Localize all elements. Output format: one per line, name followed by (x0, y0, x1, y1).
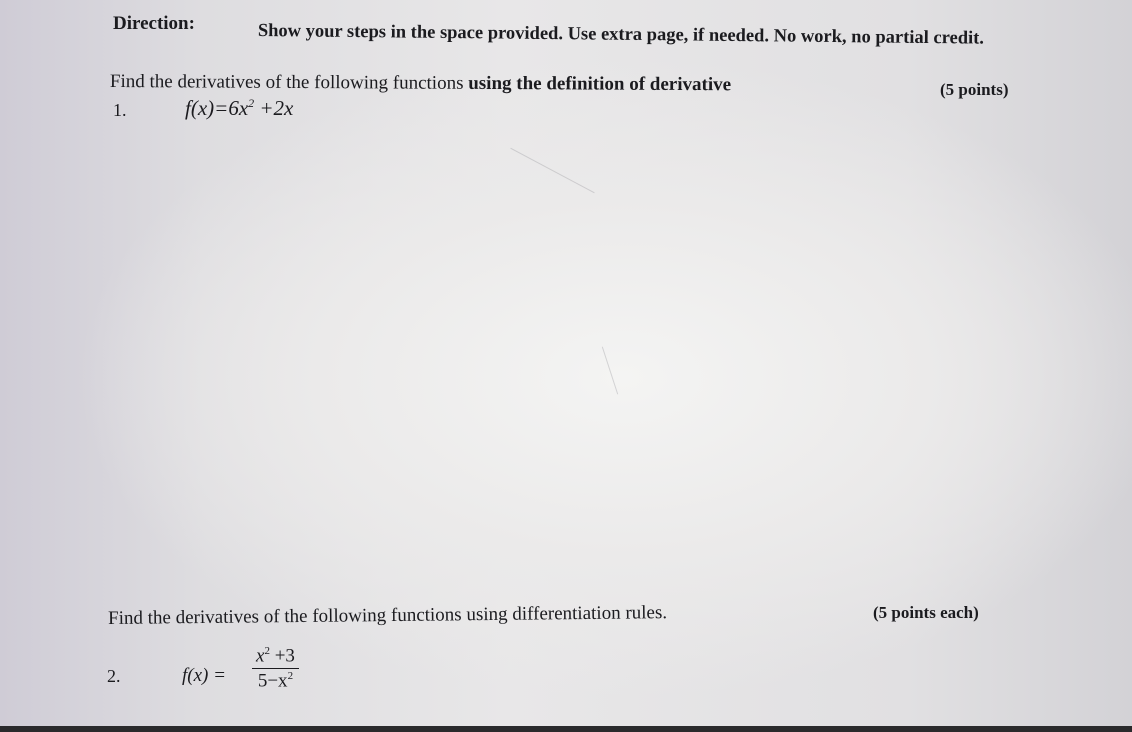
section1-instruction-plain: Find the derivatives of the following functions (109, 71, 469, 94)
photo-bottom-edge (0, 726, 1132, 732)
direction-text: Show your steps in the space provided. Use extra page, if needed. No work, no partial credit. (257, 20, 985, 49)
section1-instruction-bold: using the definition of derivative (468, 72, 732, 96)
question1-function (185, 96, 293, 121)
section2-instruction: Find the derivatives of the following functions using differentiation rules. (108, 602, 668, 629)
question1-term1-exponent: 2 (248, 96, 255, 110)
question2-number: 2. (107, 666, 121, 686)
direction-label: Direction: (113, 13, 195, 34)
question1-term2: +2x (254, 96, 294, 120)
question2-numerator-rest: +3 (269, 645, 295, 667)
section2-points: (5 points each) (873, 603, 979, 622)
pen-mark (602, 347, 618, 395)
question2-denominator-exponent: 2 (287, 670, 294, 683)
question2-denominator-base: 5−x (257, 670, 288, 692)
question2-numerator (252, 645, 299, 669)
question1-number: 1. (113, 100, 127, 120)
question2-numerator-exponent: 2 (264, 645, 270, 657)
section1-points: (5 points) (940, 80, 1009, 99)
question1-term1: 6x (228, 96, 249, 120)
pen-mark (510, 148, 594, 193)
question2-fraction (252, 645, 299, 693)
question2-lhs: f(x) = (182, 665, 226, 686)
question2-numerator-base: x (256, 645, 265, 667)
section1-instruction (110, 71, 731, 96)
question1-lhs: f(x)= (185, 96, 229, 120)
question2-denominator (252, 669, 299, 692)
